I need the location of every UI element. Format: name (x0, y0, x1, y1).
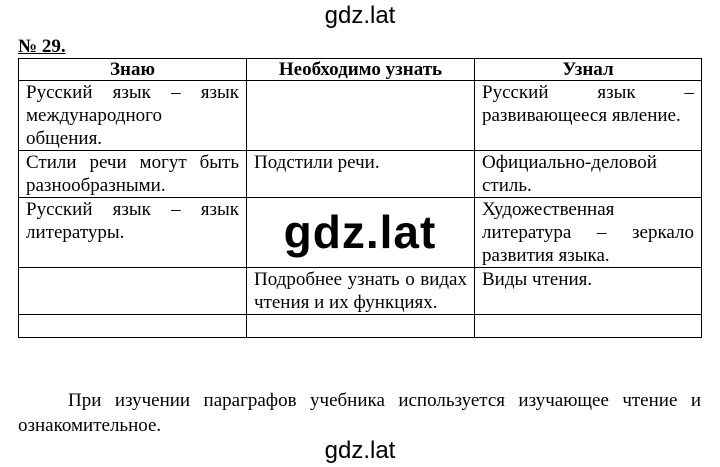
table-cell: Виды чтения. (475, 268, 702, 315)
table-cell: Подстили речи. (247, 151, 475, 198)
task-number: № 29. (18, 36, 66, 57)
column-header-need-to-learn: Необходимо узнать (247, 59, 475, 81)
watermark-center: gdz.lat (283, 206, 437, 258)
column-header-learned: Узнал (475, 59, 702, 81)
table-row (19, 81, 702, 151)
table-cell: Русский язык – язык международного общения. (19, 81, 247, 151)
table-row (19, 268, 702, 315)
table-cell: Русский язык – язык литературы. (19, 198, 247, 268)
watermark-top: gdz.lat (324, 2, 396, 29)
table-row (19, 198, 702, 268)
watermark-bottom: gdz.lat (324, 437, 396, 464)
table-cell (247, 81, 475, 151)
column-header-know: Знаю (19, 59, 247, 81)
table-cell: Официально-деловой стиль. (475, 151, 702, 198)
kwl-table (18, 58, 702, 338)
table-header-row (19, 59, 702, 81)
table-cell (19, 315, 247, 338)
table-cell (19, 268, 247, 315)
conclusion-paragraph: При изучении параграфов учебника используется изучающее чтение и ознакомительное. (18, 390, 701, 436)
table-cell: Художественная литература – зеркало развития языка. (475, 198, 702, 268)
table-cell: Русский язык – развивающееся явление. (475, 81, 702, 151)
table-cell (247, 198, 475, 268)
table-row (19, 151, 702, 198)
table-cell: Подробнее узнать о видах чтения и их функциях. (247, 268, 475, 315)
table-row (19, 315, 702, 338)
table-cell (247, 315, 475, 338)
table-cell (475, 315, 702, 338)
table-cell: Стили речи могут быть разнообразными. (19, 151, 247, 198)
